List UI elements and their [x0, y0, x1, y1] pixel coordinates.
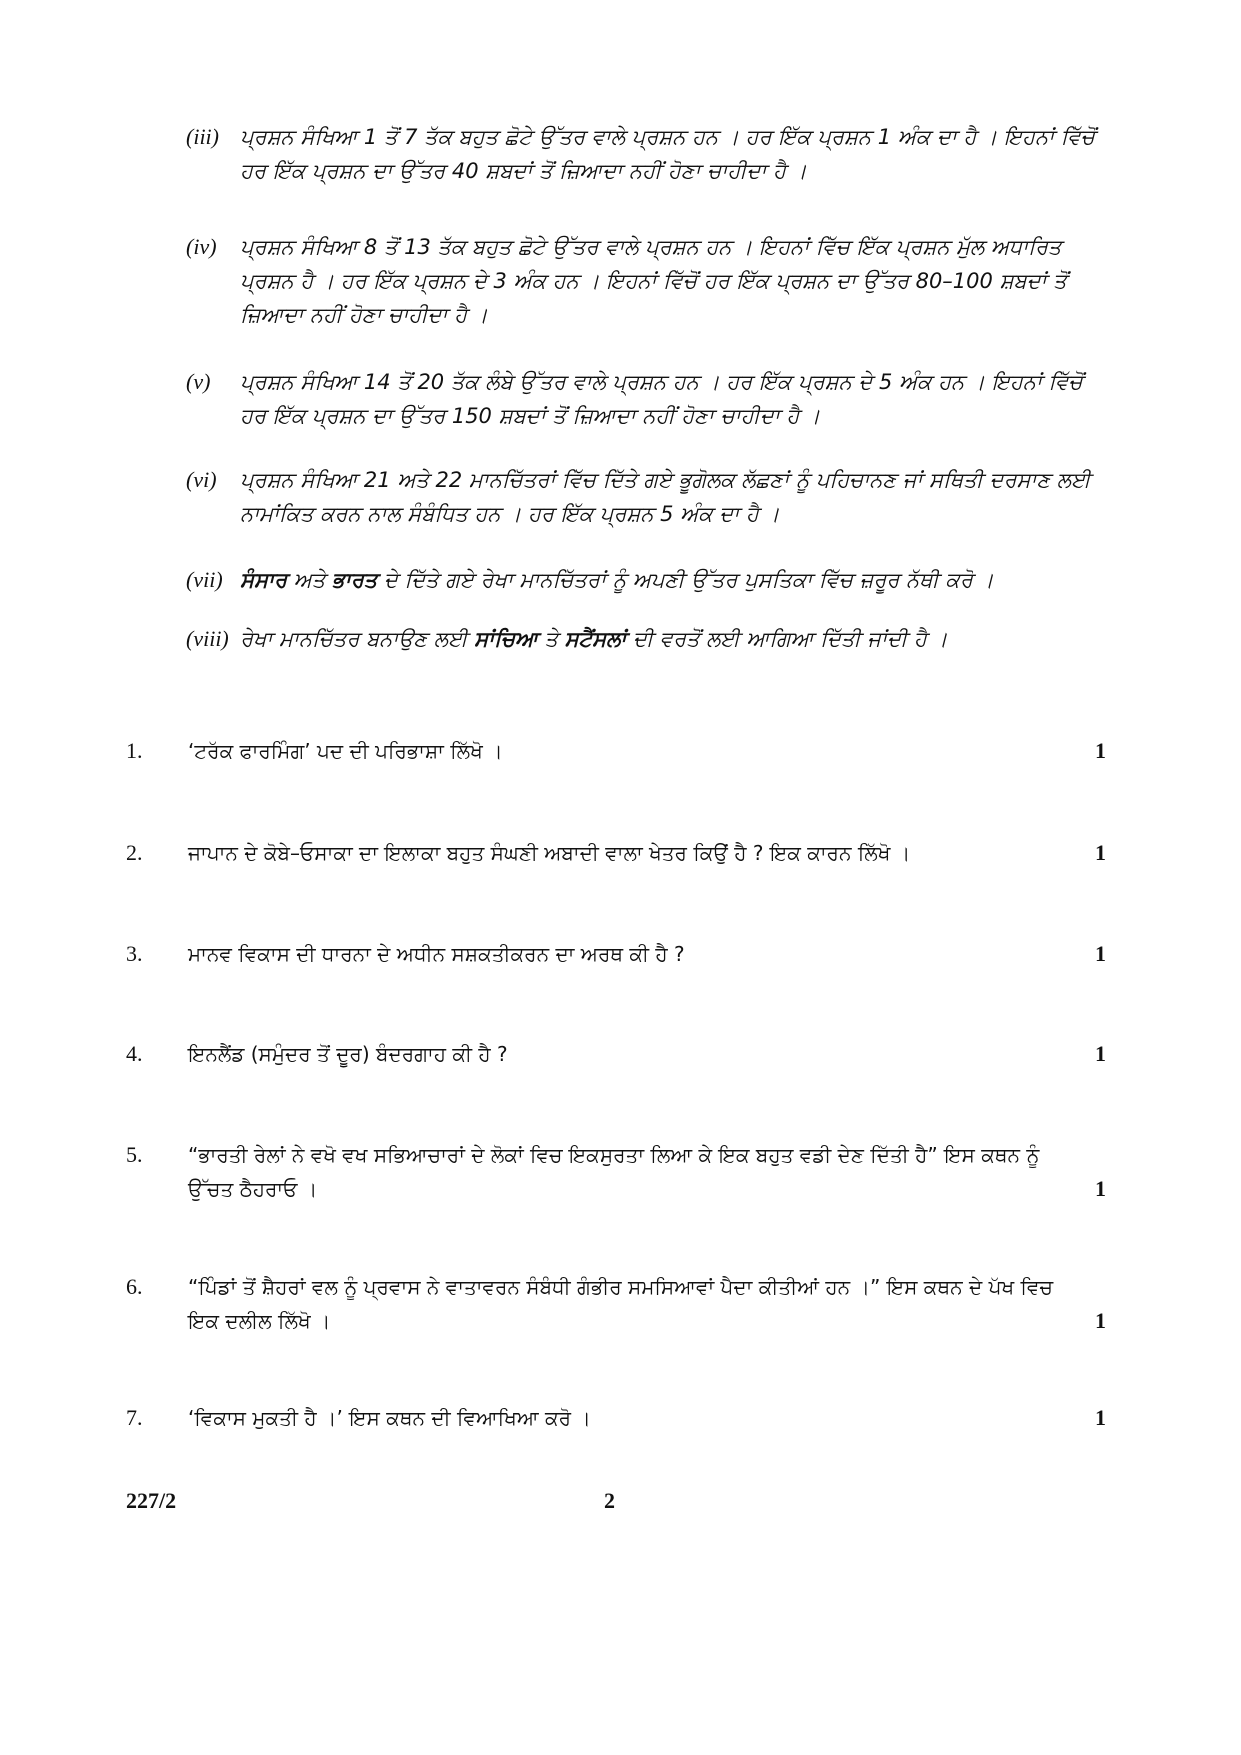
- question-text: “ਪਿੰਡਾਂ ਤੋਂ ਸ਼ੈਹਰਾਂ ਵਲ ਨੂੰ ਪ੍ਰਵਾਸ ਨੇ ਵਾਤਾਵਰਨ ਸੰਬੰਧੀ ਗੰਭੀਰ ਸਮਸਿਆਵਾਂ ਪੈਦਾ ਕੀਤੀਆਂ ਹਨ ।” ਇਸ ਕਥਨ ਦੇ ਪੱਖ ਵਿਚ ਇਕ ਦਲੀਲ ਲਿੱਖੋ ।: [188, 1275, 1053, 1333]
- question-7: [126, 1401, 1106, 1435]
- question-number: 7.: [126, 1405, 143, 1430]
- instruction-fragment: ਦੀ ਵਰਤੋਂ ਲਈ ਆਗਿਆ ਦਿੱਤੀ ਜਾਂਦੀ ਹੈ ।: [626, 627, 948, 651]
- question-number: 6.: [126, 1274, 143, 1299]
- question-2: [126, 836, 1106, 870]
- bold-term: ਸੰਸਾਰ: [240, 568, 287, 592]
- instruction-text: ਪ੍ਰਸ਼ਨ ਸੰਖਿਆ 1 ਤੋਂ 7 ਤੱਕ ਬਹੁਤ ਛੋਟੇ ਉੱਤਰ ਵਾਲੇ ਪ੍ਰਸ਼ਨ ਹਨ । ਹਰ ਇੱਕ ਪ੍ਰਸ਼ਨ 1 ਅੰਕ ਦਾ ਹੈ । ਇਹਨਾਂ ਵਿੱਚੋਂ ਹਰ ਇੱਕ ਪ੍ਰਸ਼ਨ ਦਾ ਉੱਤਰ 40 ਸ਼ਬਦਾਂ ਤੋਂ ਜ਼ਿਆਦਾ ਨਹੀਂ ਹੋਣਾ ਚਾਹੀਦਾ ਹੈ ।: [240, 125, 1095, 183]
- question-number: 3.: [126, 941, 143, 966]
- instruction-text: [240, 563, 1106, 597]
- paper-code: 227/2: [126, 1488, 177, 1513]
- instruction-text: ਪ੍ਰਸ਼ਨ ਸੰਖਿਆ 8 ਤੋਂ 13 ਤੱਕ ਬਹੁਤ ਛੋਟੇ ਉੱਤਰ ਵਾਲੇ ਪ੍ਰਸ਼ਨ ਹਨ । ਇਹਨਾਂ ਵਿੱਚ ਇੱਕ ਪ੍ਰਸ਼ਨ ਮੁੱਲ ਅਧਾਰਿਤ ਪ੍ਰਸ਼ਨ ਹੈ । ਹਰ ਇੱਕ ਪ੍ਰਸ਼ਨ ਦੇ 3 ਅੰਕ ਹਨ । ਇਹਨਾਂ ਵਿੱਚੋਂ ਹਰ ਇੱਕ ਪ੍ਰਸ਼ਨ ਦਾ ਉੱਤਰ 80–100 ਸ਼ਬਦਾਂ ਤੋਂ ਜ਼ਿਆਦਾ ਨਹੀਂ ਹੋਣਾ ਚਾਹੀਦਾ ਹੈ ।: [240, 235, 1067, 327]
- question-marks: 1: [1095, 1308, 1106, 1333]
- instruction-numeral: (iii): [186, 124, 219, 149]
- question-text: “ਭਾਰਤੀ ਰੇਲਾਂ ਨੇ ਵਖੋ ਵਖ ਸਭਿਆਚਾਰਾਂ ਦੇ ਲੋਕਾਂ ਵਿਚ ਇਕਸੁਰਤਾ ਲਿਆ ਕੇ ਇਕ ਬਹੁਤ ਵਡੀ ਦੇਣ ਦਿੱਤੀ ਹੈ” ਇਸ ਕਥਨ ਨੂੰ ਉੱਚਤ ਠੈਹਰਾਓ ।: [188, 1143, 1040, 1201]
- instruction-vi: [186, 463, 1106, 531]
- bold-term: ਭਾਰਤ: [331, 568, 378, 592]
- question-text: ਜਾਪਾਨ ਦੇ ਕੋਬੇ–ਓਸਾਕਾ ਦਾ ਇਲਾਕਾ ਬਹੁਤ ਸੰਘਣੀ ਅਬਾਦੀ ਵਾਲਾ ਖੇਤਰ ਕਿਉਂ ਹੈ ? ਇਕ ਕਾਰਨ ਲਿੱਖੋ ।: [188, 841, 911, 865]
- bold-term: ਸਟੈਂਸਲਾਂ: [564, 627, 627, 651]
- question-number: 2.: [126, 840, 143, 865]
- question-5: [126, 1138, 1106, 1206]
- instruction-fragment: ਅਤੇ: [287, 568, 332, 592]
- instruction-vii: [186, 563, 1106, 597]
- question-3: [126, 937, 1106, 971]
- question-number: 1.: [126, 738, 143, 763]
- instruction-numeral: (vi): [186, 467, 217, 492]
- instruction-text: [240, 622, 1106, 656]
- question-marks: 1: [1095, 840, 1106, 865]
- question-1: [126, 734, 1106, 768]
- question-text: ਇਨਲੈਂਡ (ਸਮੁੰਦਰ ਤੋਂ ਦੂਰ) ਬੰਦਰਗਾਹ ਕੀ ਹੈ ?: [188, 1042, 508, 1066]
- question-marks: 1: [1095, 1041, 1106, 1066]
- question-marks: 1: [1095, 1176, 1106, 1201]
- question-4: [126, 1037, 1106, 1071]
- question-text: ‘ਟਰੱਕ ਫਾਰਮਿੰਗ’ ਪਦ ਦੀ ਪਰਿਭਾਸ਼ਾ ਲਿੱਖੋ ।: [188, 739, 503, 763]
- question-number: 5.: [126, 1142, 143, 1167]
- instruction-fragment: ਤੇ: [537, 627, 565, 651]
- question-marks: 1: [1095, 941, 1106, 966]
- instruction-numeral: (iv): [186, 234, 217, 259]
- instruction-v: [186, 365, 1106, 433]
- instruction-viii: [186, 622, 1106, 656]
- instruction-fragment: ਦੇ ਦਿੱਤੇ ਗਏ ਰੇਖਾ ਮਾਨਚਿੱਤਰਾਂ ਨੂੰ ਅਪਣੀ ਉੱਤਰ ਪੁਸਤਿਕਾ ਵਿੱਚ ਜ਼ਰੂਰ ਨੱਥੀ ਕਰੋ ।: [377, 568, 994, 592]
- page-number: 2: [604, 1488, 615, 1513]
- question-text: ‘ਵਿਕਾਸ ਮੁਕਤੀ ਹੈ ।’ ਇਸ ਕਥਨ ਦੀ ਵਿਆਖਿਆ ਕਰੋ ।: [188, 1406, 591, 1430]
- instruction-numeral: (viii): [186, 626, 229, 651]
- instruction-numeral: (v): [186, 369, 211, 394]
- question-marks: 1: [1095, 738, 1106, 763]
- instruction-numeral: (vii): [186, 567, 223, 592]
- instruction-fragment: ਰੇਖਾ ਮਾਨਚਿੱਤਰ ਬਨਾਉਣ ਲਈ: [240, 627, 475, 651]
- question-marks: 1: [1095, 1405, 1106, 1430]
- question-text: ਮਾਨਵ ਵਿਕਾਸ ਦੀ ਧਾਰਨਾ ਦੇ ਅਧੀਨ ਸਸ਼ਕਤੀਕਰਨ ਦਾ ਅਰਥ ਕੀ ਹੈ ?: [188, 942, 685, 966]
- question-6: [126, 1270, 1106, 1338]
- instruction-iv: [186, 230, 1106, 332]
- question-number: 4.: [126, 1041, 143, 1066]
- instruction-text: ਪ੍ਰਸ਼ਨ ਸੰਖਿਆ 14 ਤੋਂ 20 ਤੱਕ ਲੰਬੇ ਉੱਤਰ ਵਾਲੇ ਪ੍ਰਸ਼ਨ ਹਨ । ਹਰ ਇੱਕ ਪ੍ਰਸ਼ਨ ਦੇ 5 ਅੰਕ ਹਨ । ਇਹਨਾਂ ਵਿੱਚੋਂ ਹਰ ਇੱਕ ਪ੍ਰਸ਼ਨ ਦਾ ਉੱਤਰ 150 ਸ਼ਬਦਾਂ ਤੋਂ ਜ਼ਿਆਦਾ ਨਹੀਂ ਹੋਣਾ ਚਾਹੀਦਾ ਹੈ ।: [240, 370, 1083, 428]
- instruction-text: ਪ੍ਰਸ਼ਨ ਸੰਖਿਆ 21 ਅਤੇ 22 ਮਾਨਚਿੱਤਰਾਂ ਵਿੱਚ ਦਿੱਤੇ ਗਏ ਭੂਗੋਲਕ ਲੱਛਣਾਂ ਨੂੰ ਪਹਿਚਾਨਣ ਜਾਂ ਸਥਿਤੀ ਦਰਸਾਣ ਲਈ ਨਾਮਾਂਕਿਤ ਕਰਨ ਨਾਲ ਸੰਬੰਧਿਤ ਹਨ । ਹਰ ਇੱਕ ਪ੍ਰਸ਼ਨ 5 ਅੰਕ ਦਾ ਹੈ ।: [240, 468, 1091, 526]
- bold-term: ਸਾਂਚਿਆ: [474, 627, 538, 651]
- instruction-iii: [186, 120, 1106, 188]
